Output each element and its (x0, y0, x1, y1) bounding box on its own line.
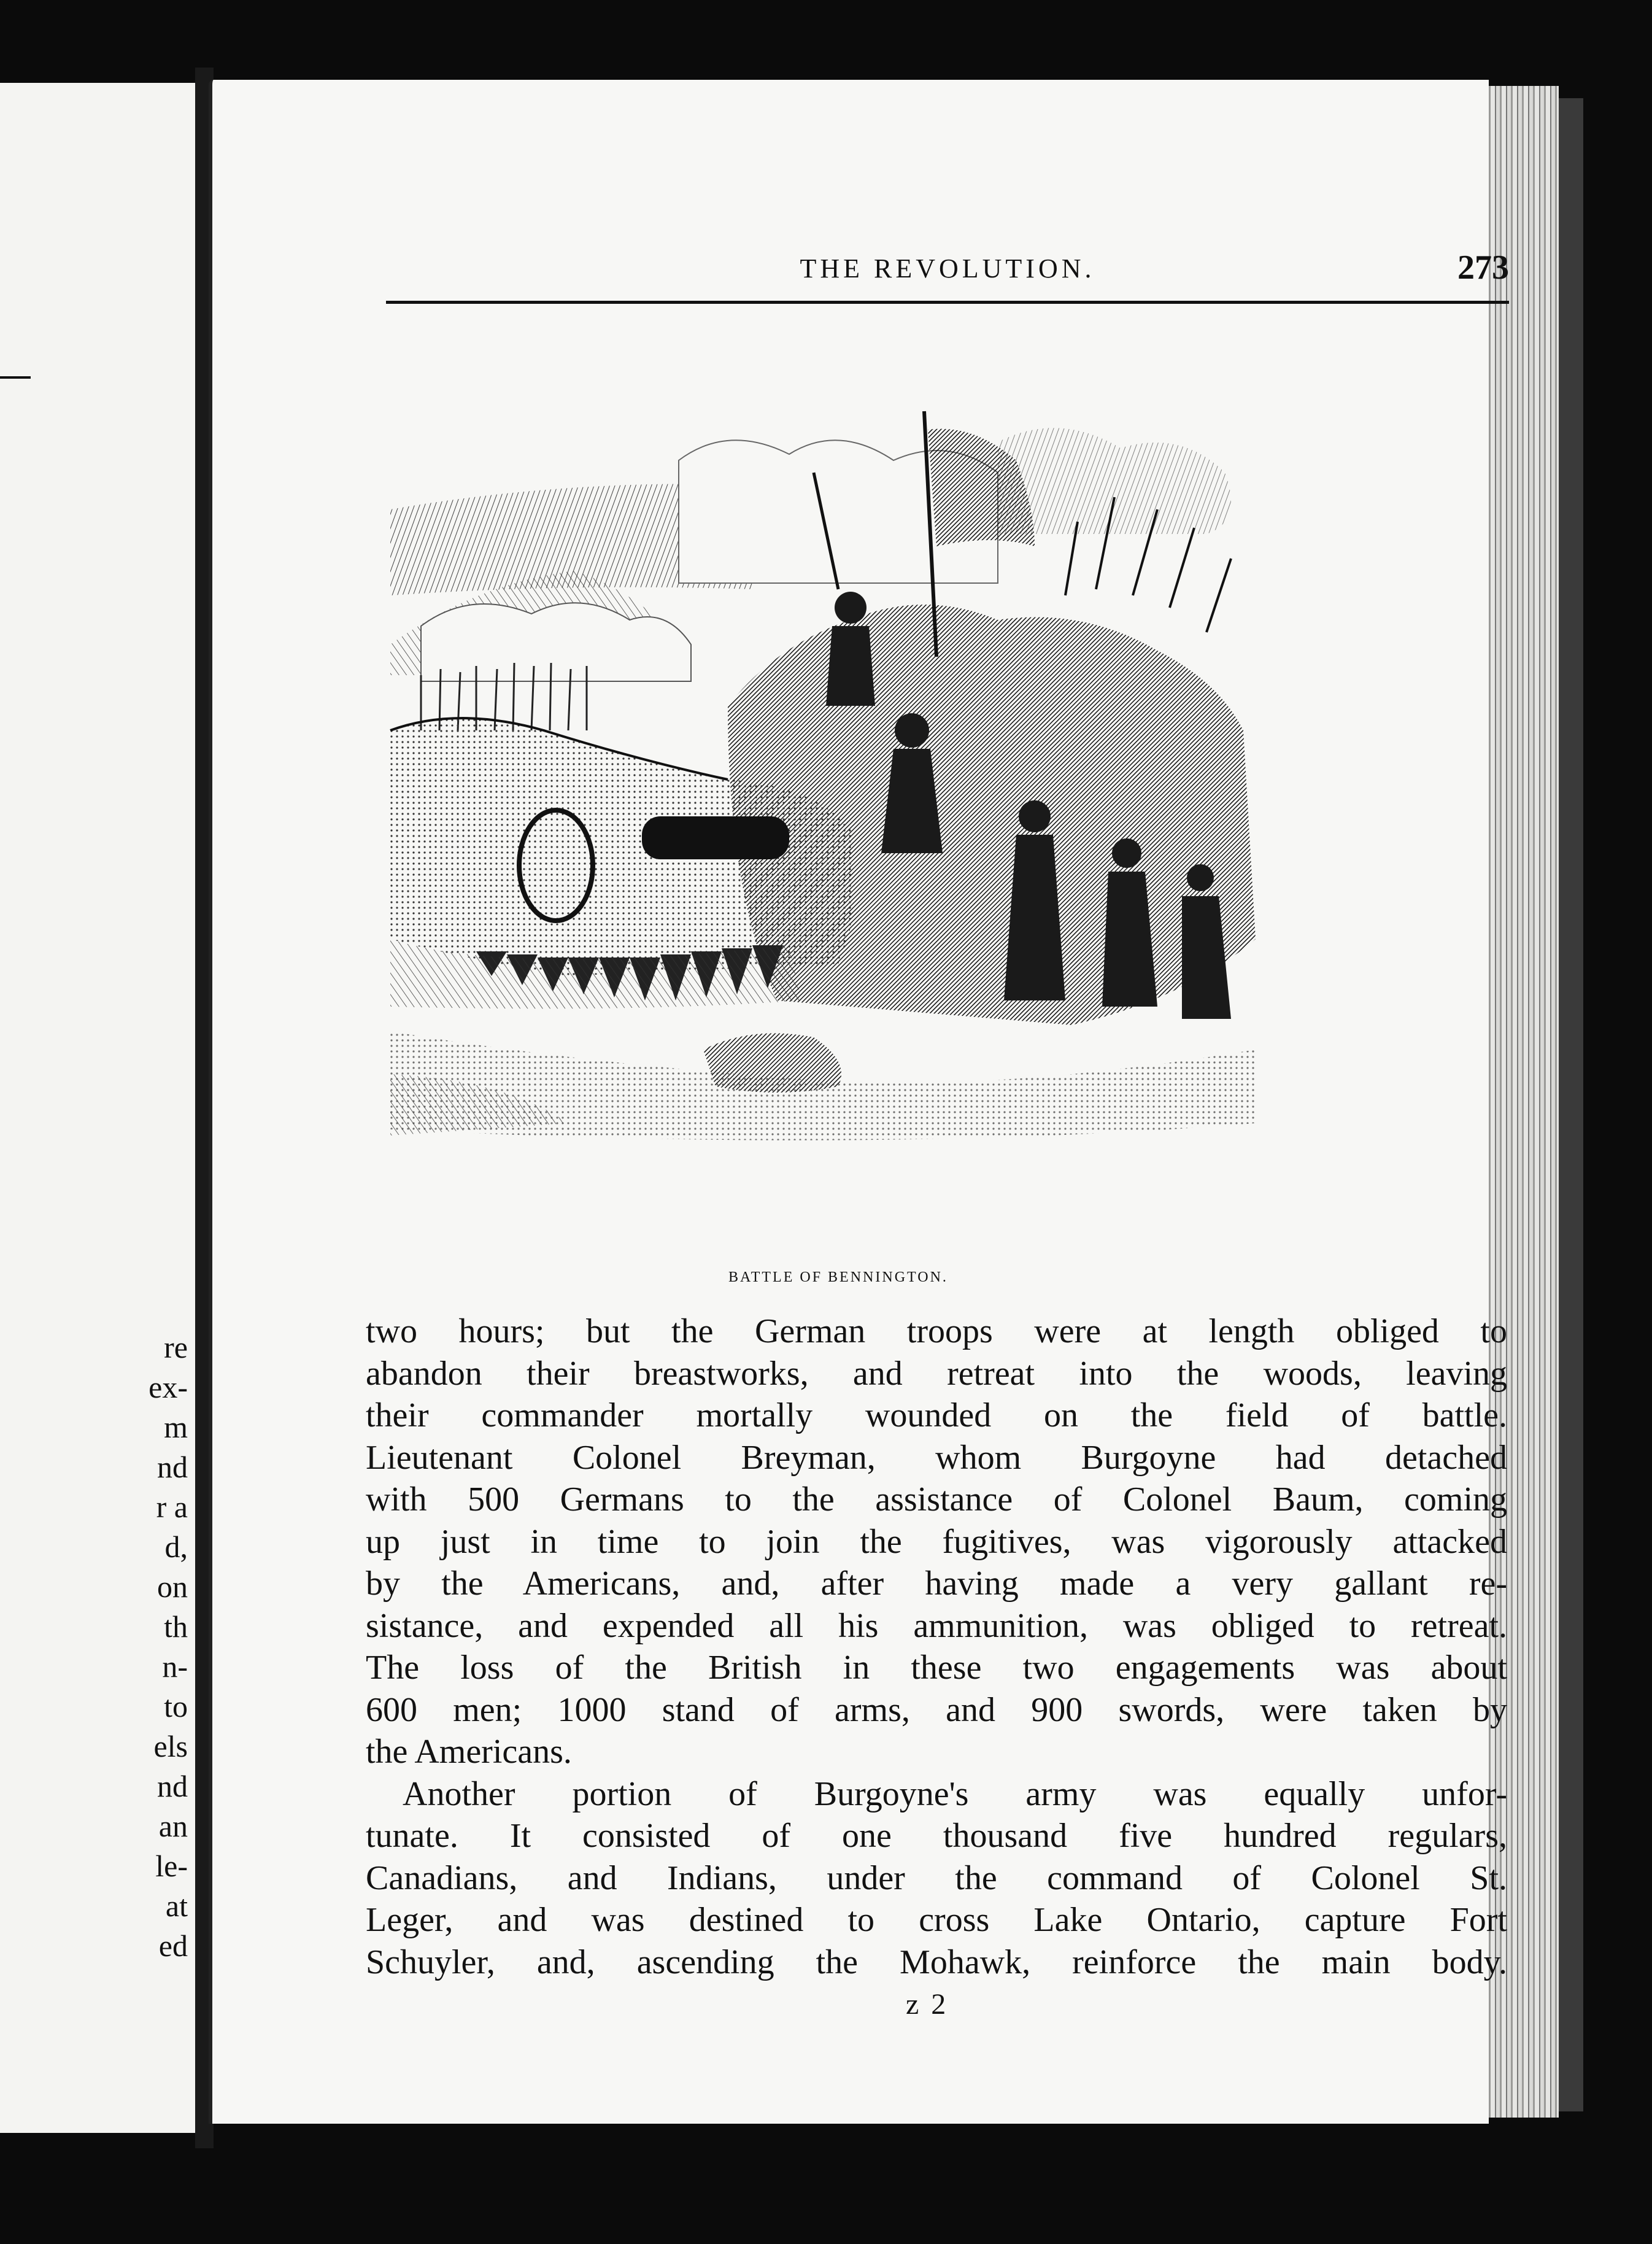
left-page-rule (0, 376, 31, 379)
engraving-illustration (384, 387, 1292, 1234)
left-fragment: r a (156, 1490, 188, 1524)
text-line: The loss of the British in these two engagements was about (366, 1649, 1507, 1687)
left-fragment: at (165, 1889, 188, 1923)
left-fragment: le- (155, 1849, 188, 1883)
signature-mark: z 2 (906, 1988, 949, 2021)
left-fragment: m (164, 1410, 188, 1444)
text-line: abandon their breastworks, and retreat into the woods, leaving (366, 1354, 1507, 1393)
text-line: 600 men; 1000 stand of arms, and 900 swords, were taken by (366, 1690, 1507, 1729)
left-fragment: an (158, 1809, 188, 1843)
left-fragment: nd (157, 1450, 188, 1484)
engraving-svg (384, 387, 1292, 1234)
text-line: Another portion of Burgoyne's army was equally unfor- (403, 1774, 1507, 1813)
body-text (366, 1310, 1507, 1983)
text-line: Leger, and was destined to cross Lake Ontario, capture Fort (366, 1901, 1507, 1939)
text-line: tunate. It consisted of one thousand five hundred regulars, (366, 1817, 1507, 1855)
text-line: by the Americans, and, after having made a very gallant re- (366, 1565, 1507, 1603)
header-rule (386, 301, 1509, 304)
left-fragment: nd (157, 1769, 188, 1803)
book-cover-edge (1559, 98, 1583, 2111)
text-line: Lieutenant Colonel Breyman, whom Burgoyne had detached (366, 1438, 1507, 1477)
left-fragment: to (164, 1689, 188, 1724)
paragraph-1 (366, 1310, 1507, 1773)
left-fragment: re (164, 1330, 188, 1364)
page-number: 273 (1457, 249, 1509, 287)
right-page (209, 80, 1509, 2124)
left-fragment: ex- (149, 1370, 188, 1404)
running-head: THE REVOLUTION. (800, 253, 1095, 284)
left-fragment: els (153, 1729, 188, 1763)
text-line: sistance, and expended all his ammunition, was obliged to retreat. (366, 1606, 1507, 1645)
left-fragment: d, (164, 1530, 188, 1564)
left-fragment: on (157, 1569, 188, 1604)
left-page-text-fragments (149, 1328, 188, 1966)
left-fragment: th (164, 1609, 188, 1644)
text-line: with 500 Germans to the assistance of Colonel Baum, coming (366, 1480, 1507, 1519)
text-line: Canadians, and Indians, under the command of Colonel St. (366, 1859, 1507, 1897)
page-header (386, 249, 1509, 302)
illustration-caption: BATTLE OF BENNINGTON. (728, 1269, 948, 1285)
text-line: two hours; but the German troops were at length obliged to (366, 1312, 1507, 1350)
text-line: their commander mortally wounded on the field of battle. (366, 1396, 1507, 1434)
text-line: Schuyler, and, ascending the Mohawk, reinforce the main body. (366, 1943, 1507, 1981)
left-fragment: ed (158, 1929, 188, 1963)
paragraph-2 (366, 1773, 1507, 1984)
left-page (0, 83, 195, 2133)
text-line: up just in time to join the fugitives, was vigorously attacked (366, 1522, 1507, 1561)
left-fragment: n- (162, 1649, 188, 1684)
text-line: the Americans. (366, 1733, 572, 1771)
